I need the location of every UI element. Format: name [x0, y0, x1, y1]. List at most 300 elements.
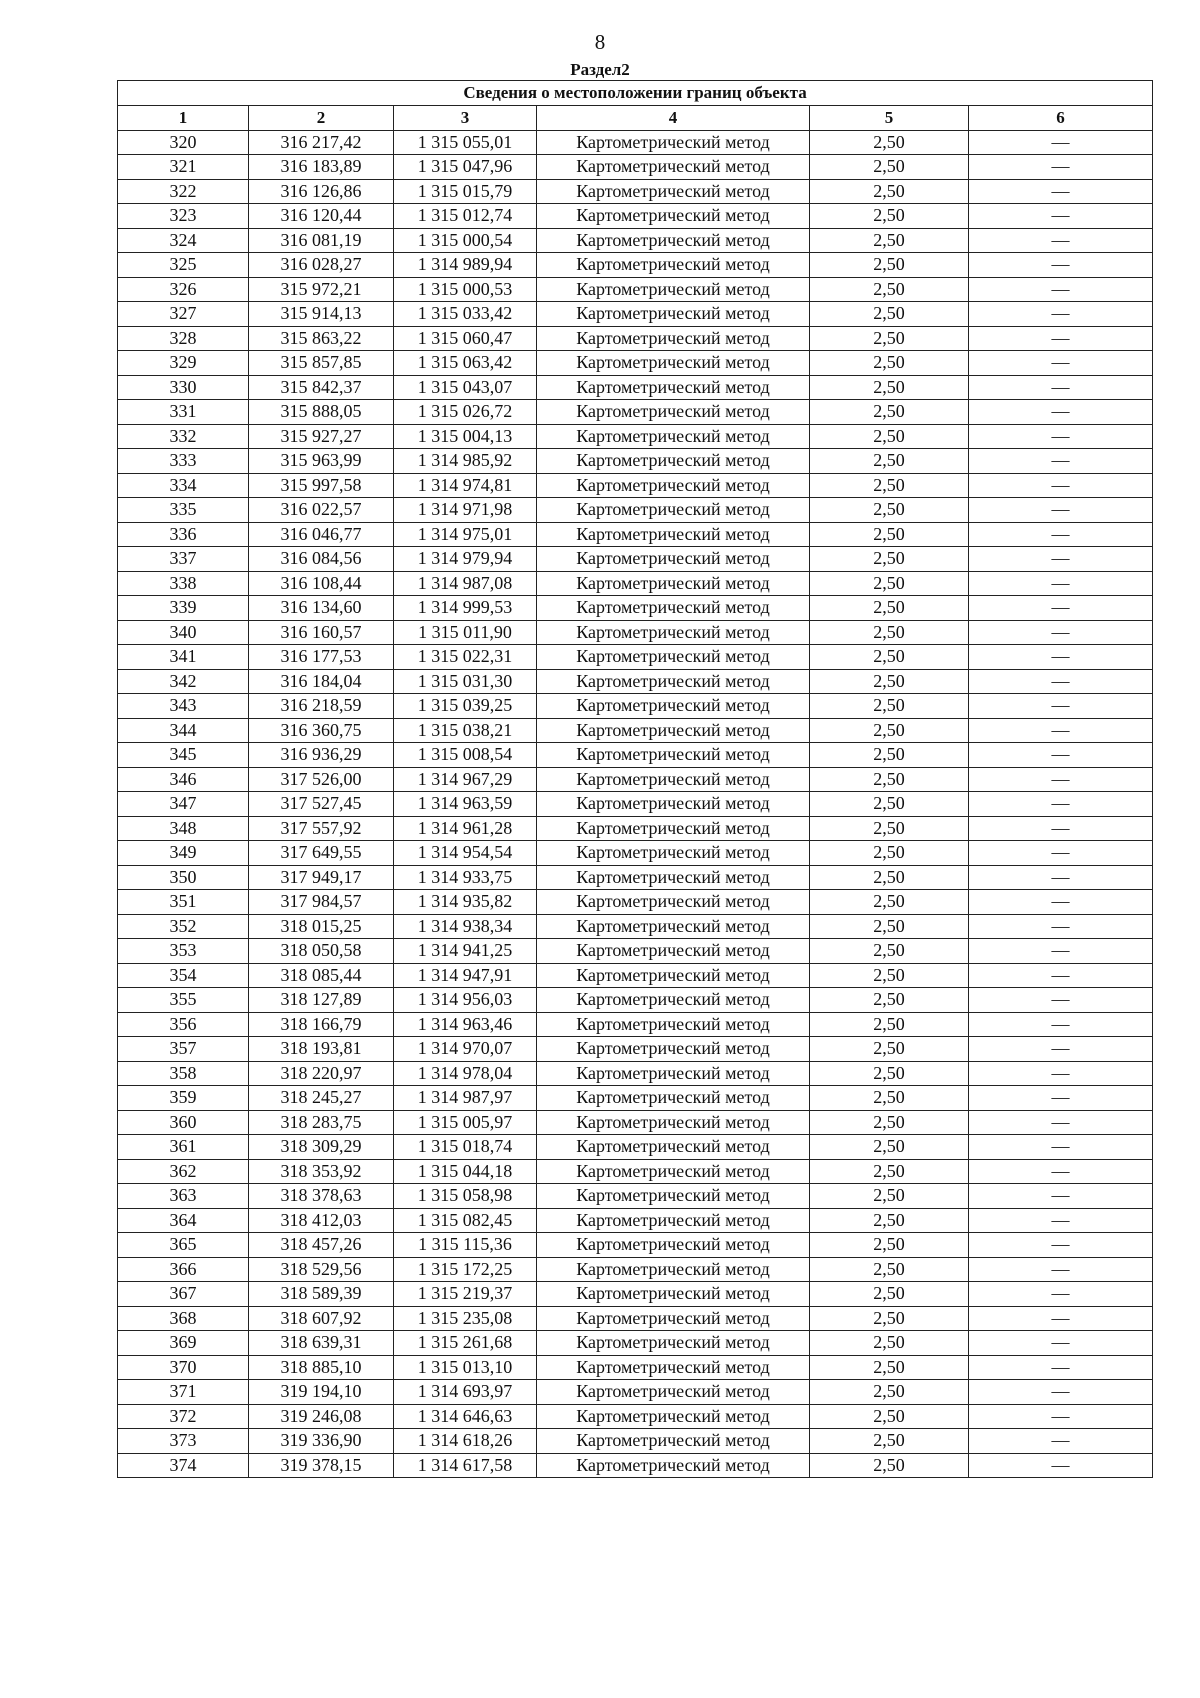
method-cell: Картометрический метод	[537, 596, 810, 621]
x-coordinate-cell: 318 639,31	[249, 1331, 394, 1356]
description-cell: —	[969, 1086, 1153, 1111]
accuracy-cell: 2,50	[810, 400, 969, 425]
description-cell: —	[969, 1208, 1153, 1233]
y-coordinate-cell: 1 315 018,74	[394, 1135, 537, 1160]
method-cell: Картометрический метод	[537, 1233, 810, 1258]
accuracy-cell: 2,50	[810, 1184, 969, 1209]
description-cell: —	[969, 1282, 1153, 1307]
accuracy-cell: 2,50	[810, 571, 969, 596]
point-number-cell: 336	[118, 522, 249, 547]
x-coordinate-cell: 316 028,27	[249, 253, 394, 278]
description-cell: —	[969, 1037, 1153, 1062]
point-number-cell: 370	[118, 1355, 249, 1380]
description-cell: —	[969, 669, 1153, 694]
y-coordinate-cell: 1 315 031,30	[394, 669, 537, 694]
method-cell: Картометрический метод	[537, 1086, 810, 1111]
x-coordinate-cell: 316 120,44	[249, 204, 394, 229]
description-cell: —	[969, 1257, 1153, 1282]
section-title: Раздел2	[570, 60, 630, 79]
table-row	[118, 1282, 1153, 1307]
accuracy-cell: 2,50	[810, 963, 969, 988]
table-row	[118, 1012, 1153, 1037]
point-number-cell: 332	[118, 424, 249, 449]
accuracy-cell: 2,50	[810, 1159, 969, 1184]
point-number-cell: 348	[118, 816, 249, 841]
x-coordinate-cell: 316 218,59	[249, 694, 394, 719]
accuracy-cell: 2,50	[810, 277, 969, 302]
accuracy-cell: 2,50	[810, 449, 969, 474]
method-cell: Картометрический метод	[537, 473, 810, 498]
method-cell: Картометрический метод	[537, 1429, 810, 1454]
method-cell: Картометрический метод	[537, 816, 810, 841]
accuracy-cell: 2,50	[810, 1306, 969, 1331]
point-number-cell: 339	[118, 596, 249, 621]
table-row	[118, 694, 1153, 719]
table-body	[118, 130, 1153, 1478]
method-cell: Картометрический метод	[537, 1208, 810, 1233]
accuracy-cell: 2,50	[810, 1086, 969, 1111]
accuracy-cell: 2,50	[810, 1110, 969, 1135]
x-coordinate-cell: 318 412,03	[249, 1208, 394, 1233]
y-coordinate-cell: 1 315 013,10	[394, 1355, 537, 1380]
y-coordinate-cell: 1 314 954,54	[394, 841, 537, 866]
table-row	[118, 669, 1153, 694]
table-row	[118, 1159, 1153, 1184]
method-cell: Картометрический метод	[537, 277, 810, 302]
description-cell: —	[969, 155, 1153, 180]
table-row	[118, 596, 1153, 621]
x-coordinate-cell: 315 842,37	[249, 375, 394, 400]
description-cell: —	[969, 841, 1153, 866]
method-cell: Картометрический метод	[537, 1380, 810, 1405]
y-coordinate-cell: 1 314 987,08	[394, 571, 537, 596]
table-row	[118, 473, 1153, 498]
point-number-cell: 357	[118, 1037, 249, 1062]
table-row	[118, 1331, 1153, 1356]
table-row	[118, 571, 1153, 596]
method-cell: Картометрический метод	[537, 302, 810, 327]
table-row	[118, 963, 1153, 988]
table-row	[118, 277, 1153, 302]
method-cell: Картометрический метод	[537, 1355, 810, 1380]
method-cell: Картометрический метод	[537, 155, 810, 180]
point-number-cell: 346	[118, 767, 249, 792]
table-row	[118, 1208, 1153, 1233]
accuracy-cell: 2,50	[810, 1453, 969, 1478]
table-row	[118, 253, 1153, 278]
description-cell: —	[969, 498, 1153, 523]
x-coordinate-cell: 317 949,17	[249, 865, 394, 890]
point-number-cell: 342	[118, 669, 249, 694]
accuracy-cell: 2,50	[810, 1037, 969, 1062]
description-cell: —	[969, 988, 1153, 1013]
accuracy-cell: 2,50	[810, 914, 969, 939]
accuracy-cell: 2,50	[810, 424, 969, 449]
method-cell: Картометрический метод	[537, 204, 810, 229]
table-row	[118, 890, 1153, 915]
table-row	[118, 1380, 1153, 1405]
y-coordinate-cell: 1 314 970,07	[394, 1037, 537, 1062]
method-cell: Картометрический метод	[537, 498, 810, 523]
point-number-cell: 327	[118, 302, 249, 327]
point-number-cell: 371	[118, 1380, 249, 1405]
point-number-cell: 334	[118, 473, 249, 498]
point-number-cell: 373	[118, 1429, 249, 1454]
point-number-cell: 359	[118, 1086, 249, 1111]
y-coordinate-cell: 1 315 008,54	[394, 743, 537, 768]
x-coordinate-cell: 316 183,89	[249, 155, 394, 180]
accuracy-cell: 2,50	[810, 669, 969, 694]
x-coordinate-cell: 315 914,13	[249, 302, 394, 327]
x-coordinate-cell: 317 649,55	[249, 841, 394, 866]
x-coordinate-cell: 315 997,58	[249, 473, 394, 498]
method-cell: Картометрический метод	[537, 130, 810, 155]
accuracy-cell: 2,50	[810, 130, 969, 155]
accuracy-cell: 2,50	[810, 718, 969, 743]
y-coordinate-cell: 1 314 963,59	[394, 792, 537, 817]
x-coordinate-cell: 316 184,04	[249, 669, 394, 694]
table-row	[118, 914, 1153, 939]
x-coordinate-cell: 317 984,57	[249, 890, 394, 915]
table-row	[118, 449, 1153, 474]
column-header: 4	[537, 106, 810, 131]
accuracy-cell: 2,50	[810, 253, 969, 278]
method-cell: Картометрический метод	[537, 743, 810, 768]
x-coordinate-cell: 316 936,29	[249, 743, 394, 768]
point-number-cell: 345	[118, 743, 249, 768]
description-cell: —	[969, 596, 1153, 621]
table-row	[118, 522, 1153, 547]
table-row	[118, 841, 1153, 866]
point-number-cell: 363	[118, 1184, 249, 1209]
description-cell: —	[969, 179, 1153, 204]
x-coordinate-cell: 319 378,15	[249, 1453, 394, 1478]
x-coordinate-cell: 318 885,10	[249, 1355, 394, 1380]
y-coordinate-cell: 1 314 618,26	[394, 1429, 537, 1454]
table-row	[118, 155, 1153, 180]
description-cell: —	[969, 1012, 1153, 1037]
description-cell: —	[969, 890, 1153, 915]
table-row	[118, 816, 1153, 841]
description-cell: —	[969, 1404, 1153, 1429]
table-row	[118, 1233, 1153, 1258]
description-cell: —	[969, 547, 1153, 572]
table-row	[118, 620, 1153, 645]
accuracy-cell: 2,50	[810, 375, 969, 400]
description-cell: —	[969, 1135, 1153, 1160]
accuracy-cell: 2,50	[810, 1355, 969, 1380]
y-coordinate-cell: 1 314 975,01	[394, 522, 537, 547]
description-cell: —	[969, 375, 1153, 400]
table-row	[118, 498, 1153, 523]
method-cell: Картометрический метод	[537, 1184, 810, 1209]
point-number-cell: 364	[118, 1208, 249, 1233]
y-coordinate-cell: 1 315 000,54	[394, 228, 537, 253]
x-coordinate-cell: 316 081,19	[249, 228, 394, 253]
accuracy-cell: 2,50	[810, 155, 969, 180]
y-coordinate-cell: 1 315 172,25	[394, 1257, 537, 1282]
table-row	[118, 865, 1153, 890]
accuracy-cell: 2,50	[810, 1282, 969, 1307]
description-cell: —	[969, 473, 1153, 498]
y-coordinate-cell: 1 315 063,42	[394, 351, 537, 376]
method-cell: Картометрический метод	[537, 400, 810, 425]
accuracy-cell: 2,50	[810, 498, 969, 523]
point-number-cell: 356	[118, 1012, 249, 1037]
accuracy-cell: 2,50	[810, 890, 969, 915]
x-coordinate-cell: 315 888,05	[249, 400, 394, 425]
accuracy-cell: 2,50	[810, 351, 969, 376]
table-row	[118, 424, 1153, 449]
y-coordinate-cell: 1 315 026,72	[394, 400, 537, 425]
x-coordinate-cell: 318 607,92	[249, 1306, 394, 1331]
y-coordinate-cell: 1 314 987,97	[394, 1086, 537, 1111]
description-cell: —	[969, 522, 1153, 547]
point-number-cell: 343	[118, 694, 249, 719]
method-cell: Картометрический метод	[537, 424, 810, 449]
description-cell: —	[969, 1233, 1153, 1258]
accuracy-cell: 2,50	[810, 1331, 969, 1356]
accuracy-cell: 2,50	[810, 620, 969, 645]
table-row	[118, 1429, 1153, 1454]
x-coordinate-cell: 318 127,89	[249, 988, 394, 1013]
method-cell: Картометрический метод	[537, 1331, 810, 1356]
table-row	[118, 1306, 1153, 1331]
accuracy-cell: 2,50	[810, 1380, 969, 1405]
y-coordinate-cell: 1 315 082,45	[394, 1208, 537, 1233]
y-coordinate-cell: 1 314 935,82	[394, 890, 537, 915]
table-row	[118, 743, 1153, 768]
method-cell: Картометрический метод	[537, 1135, 810, 1160]
y-coordinate-cell: 1 315 004,13	[394, 424, 537, 449]
x-coordinate-cell: 317 526,00	[249, 767, 394, 792]
table-row	[118, 1453, 1153, 1478]
x-coordinate-cell: 316 046,77	[249, 522, 394, 547]
y-coordinate-cell: 1 315 011,90	[394, 620, 537, 645]
y-coordinate-cell: 1 314 961,28	[394, 816, 537, 841]
y-coordinate-cell: 1 314 938,34	[394, 914, 537, 939]
y-coordinate-cell: 1 314 933,75	[394, 865, 537, 890]
description-cell: —	[969, 571, 1153, 596]
y-coordinate-cell: 1 315 055,01	[394, 130, 537, 155]
method-cell: Картометрический метод	[537, 963, 810, 988]
accuracy-cell: 2,50	[810, 1404, 969, 1429]
point-number-cell: 328	[118, 326, 249, 351]
column-header-row	[118, 106, 1153, 131]
point-number-cell: 340	[118, 620, 249, 645]
x-coordinate-cell: 318 220,97	[249, 1061, 394, 1086]
method-cell: Картометрический метод	[537, 571, 810, 596]
x-coordinate-cell: 318 166,79	[249, 1012, 394, 1037]
y-coordinate-cell: 1 315 033,42	[394, 302, 537, 327]
x-coordinate-cell: 318 457,26	[249, 1233, 394, 1258]
table-row	[118, 988, 1153, 1013]
method-cell: Картометрический метод	[537, 228, 810, 253]
description-cell: —	[969, 914, 1153, 939]
point-number-cell: 322	[118, 179, 249, 204]
table-row	[118, 204, 1153, 229]
accuracy-cell: 2,50	[810, 816, 969, 841]
description-cell: —	[969, 1306, 1153, 1331]
description-cell: —	[969, 1061, 1153, 1086]
y-coordinate-cell: 1 314 967,29	[394, 767, 537, 792]
y-coordinate-cell: 1 315 047,96	[394, 155, 537, 180]
y-coordinate-cell: 1 315 015,79	[394, 179, 537, 204]
accuracy-cell: 2,50	[810, 767, 969, 792]
point-number-cell: 341	[118, 645, 249, 670]
y-coordinate-cell: 1 315 058,98	[394, 1184, 537, 1209]
y-coordinate-cell: 1 315 012,74	[394, 204, 537, 229]
y-coordinate-cell: 1 315 005,97	[394, 1110, 537, 1135]
method-cell: Картометрический метод	[537, 547, 810, 572]
x-coordinate-cell: 318 245,27	[249, 1086, 394, 1111]
method-cell: Картометрический метод	[537, 890, 810, 915]
table-row	[118, 130, 1153, 155]
x-coordinate-cell: 318 529,56	[249, 1257, 394, 1282]
table-row	[118, 351, 1153, 376]
table-row	[118, 375, 1153, 400]
method-cell: Картометрический метод	[537, 1012, 810, 1037]
description-cell: —	[969, 1110, 1153, 1135]
method-cell: Картометрический метод	[537, 645, 810, 670]
point-number-cell: 366	[118, 1257, 249, 1282]
table-caption-row	[118, 81, 1153, 106]
description-cell: —	[969, 694, 1153, 719]
y-coordinate-cell: 1 314 947,91	[394, 963, 537, 988]
method-cell: Картометрический метод	[537, 1282, 810, 1307]
point-number-cell: 350	[118, 865, 249, 890]
point-number-cell: 321	[118, 155, 249, 180]
x-coordinate-cell: 316 022,57	[249, 498, 394, 523]
point-number-cell: 362	[118, 1159, 249, 1184]
y-coordinate-cell: 1 314 985,92	[394, 449, 537, 474]
column-header: 2	[249, 106, 394, 131]
x-coordinate-cell: 318 015,25	[249, 914, 394, 939]
method-cell: Картометрический метод	[537, 865, 810, 890]
point-number-cell: 331	[118, 400, 249, 425]
accuracy-cell: 2,50	[810, 841, 969, 866]
point-number-cell: 338	[118, 571, 249, 596]
point-number-cell: 337	[118, 547, 249, 572]
method-cell: Картометрический метод	[537, 1061, 810, 1086]
y-coordinate-cell: 1 315 261,68	[394, 1331, 537, 1356]
description-cell: —	[969, 204, 1153, 229]
point-number-cell: 333	[118, 449, 249, 474]
accuracy-cell: 2,50	[810, 1429, 969, 1454]
description-cell: —	[969, 326, 1153, 351]
point-number-cell: 365	[118, 1233, 249, 1258]
accuracy-cell: 2,50	[810, 792, 969, 817]
description-cell: —	[969, 1184, 1153, 1209]
method-cell: Картометрический метод	[537, 253, 810, 278]
x-coordinate-cell: 316 177,53	[249, 645, 394, 670]
x-coordinate-cell: 317 527,45	[249, 792, 394, 817]
method-cell: Картометрический метод	[537, 1037, 810, 1062]
x-coordinate-cell: 317 557,92	[249, 816, 394, 841]
table-row	[118, 547, 1153, 572]
point-number-cell: 353	[118, 939, 249, 964]
description-cell: —	[969, 645, 1153, 670]
column-header: 5	[810, 106, 969, 131]
y-coordinate-cell: 1 315 038,21	[394, 718, 537, 743]
y-coordinate-cell: 1 314 617,58	[394, 1453, 537, 1478]
y-coordinate-cell: 1 315 022,31	[394, 645, 537, 670]
method-cell: Картометрический метод	[537, 351, 810, 376]
point-number-cell: 329	[118, 351, 249, 376]
table-row	[118, 400, 1153, 425]
y-coordinate-cell: 1 315 044,18	[394, 1159, 537, 1184]
description-cell: —	[969, 743, 1153, 768]
column-header: 6	[969, 106, 1153, 131]
method-cell: Картометрический метод	[537, 914, 810, 939]
x-coordinate-cell: 318 050,58	[249, 939, 394, 964]
point-number-cell: 360	[118, 1110, 249, 1135]
x-coordinate-cell: 315 972,21	[249, 277, 394, 302]
description-cell: —	[969, 718, 1153, 743]
point-number-cell: 374	[118, 1453, 249, 1478]
y-coordinate-cell: 1 314 963,46	[394, 1012, 537, 1037]
method-cell: Картометрический метод	[537, 1257, 810, 1282]
method-cell: Картометрический метод	[537, 694, 810, 719]
description-cell: —	[969, 351, 1153, 376]
x-coordinate-cell: 318 353,92	[249, 1159, 394, 1184]
description-cell: —	[969, 963, 1153, 988]
accuracy-cell: 2,50	[810, 473, 969, 498]
table-row	[118, 179, 1153, 204]
column-header: 1	[118, 106, 249, 131]
accuracy-cell: 2,50	[810, 1012, 969, 1037]
x-coordinate-cell: 318 589,39	[249, 1282, 394, 1307]
x-coordinate-cell: 316 360,75	[249, 718, 394, 743]
y-coordinate-cell: 1 315 060,47	[394, 326, 537, 351]
y-coordinate-cell: 1 315 115,36	[394, 1233, 537, 1258]
description-cell: —	[969, 816, 1153, 841]
table-row	[118, 645, 1153, 670]
accuracy-cell: 2,50	[810, 743, 969, 768]
method-cell: Картометрический метод	[537, 1159, 810, 1184]
method-cell: Картометрический метод	[537, 1110, 810, 1135]
table-row	[118, 1037, 1153, 1062]
point-number-cell: 368	[118, 1306, 249, 1331]
x-coordinate-cell: 319 246,08	[249, 1404, 394, 1429]
method-cell: Картометрический метод	[537, 767, 810, 792]
table-caption: Сведения о местоположении границ объекта	[118, 81, 1153, 106]
point-number-cell: 323	[118, 204, 249, 229]
point-number-cell: 367	[118, 1282, 249, 1307]
x-coordinate-cell: 319 336,90	[249, 1429, 394, 1454]
y-coordinate-cell: 1 315 043,07	[394, 375, 537, 400]
description-cell: —	[969, 228, 1153, 253]
table-row	[118, 302, 1153, 327]
accuracy-cell: 2,50	[810, 522, 969, 547]
point-number-cell: 355	[118, 988, 249, 1013]
point-number-cell: 344	[118, 718, 249, 743]
method-cell: Картометрический метод	[537, 1306, 810, 1331]
point-number-cell: 320	[118, 130, 249, 155]
accuracy-cell: 2,50	[810, 694, 969, 719]
table-row	[118, 1086, 1153, 1111]
method-cell: Картометрический метод	[537, 522, 810, 547]
x-coordinate-cell: 319 194,10	[249, 1380, 394, 1405]
x-coordinate-cell: 316 108,44	[249, 571, 394, 596]
x-coordinate-cell: 318 378,63	[249, 1184, 394, 1209]
accuracy-cell: 2,50	[810, 1233, 969, 1258]
point-number-cell: 335	[118, 498, 249, 523]
y-coordinate-cell: 1 314 693,97	[394, 1380, 537, 1405]
x-coordinate-cell: 316 160,57	[249, 620, 394, 645]
description-cell: —	[969, 302, 1153, 327]
point-number-cell: 361	[118, 1135, 249, 1160]
